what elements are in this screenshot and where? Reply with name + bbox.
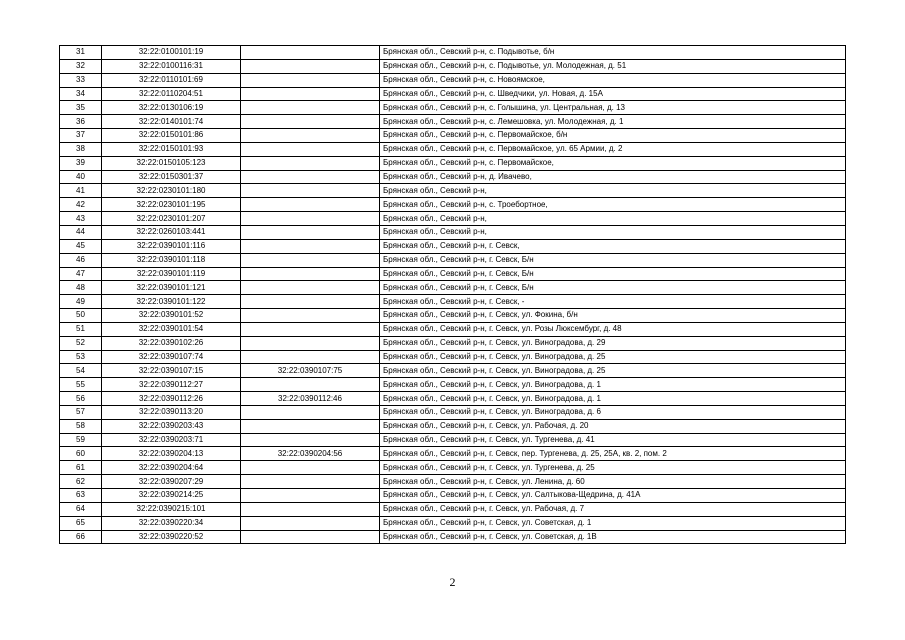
row-number-cell: 32 [60, 59, 102, 73]
table-row [60, 46, 846, 60]
cadastral-number-cell: 32:22:0140101:74 [102, 115, 241, 129]
related-cadastral-number-cell [241, 419, 380, 433]
address-cell: Брянская обл., Севский р-н, г. Севск, ул. Рабочая, д. 20 [380, 419, 846, 433]
address-cell: Брянская обл., Севский р-н, г. Севск, Б/н [380, 253, 846, 267]
related-cadastral-number-cell [241, 516, 380, 530]
table-row [60, 115, 846, 129]
related-cadastral-number-cell [241, 475, 380, 489]
cadastral-number-cell: 32:22:0390220:34 [102, 516, 241, 530]
address-cell: Брянская обл., Севский р-н, г. Севск, [380, 239, 846, 253]
row-number-cell: 45 [60, 239, 102, 253]
row-number-cell: 61 [60, 461, 102, 475]
cadastral-number-cell: 32:22:0390101:119 [102, 267, 241, 281]
related-cadastral-number-cell [241, 433, 380, 447]
table-row [60, 142, 846, 156]
page-number: 2 [449, 575, 456, 589]
address-cell: Брянская обл., Севский р-н, г. Севск, ул. Тургенева, д. 25 [380, 461, 846, 475]
row-number-cell: 64 [60, 502, 102, 516]
cadastral-number-cell: 32:22:0390101:52 [102, 309, 241, 323]
related-cadastral-number-cell [241, 378, 380, 392]
cadastral-number-cell: 32:22:0390204:13 [102, 447, 241, 461]
cadastral-number-cell: 32:22:0390203:43 [102, 419, 241, 433]
cadastral-number-cell: 32:22:0390214:25 [102, 489, 241, 503]
address-cell: Брянская обл., Севский р-н, г. Севск, ул. Виноградова, д. 25 [380, 350, 846, 364]
table-row [60, 239, 846, 253]
address-cell: Брянская обл., Севский р-н, с. Новоямское, [380, 73, 846, 87]
table-row [60, 184, 846, 198]
address-cell: Брянская обл., Севский р-н, г. Севск, ул. Советская, д. 1В [380, 530, 846, 544]
cadastral-number-cell: 32:22:0390215:101 [102, 502, 241, 516]
related-cadastral-number-cell: 32:22:0390112:46 [241, 392, 380, 406]
cadastral-number-cell: 32:22:0390107:74 [102, 350, 241, 364]
cadastral-number-cell: 32:22:0390101:121 [102, 281, 241, 295]
cadastral-number-cell: 32:22:0390101:122 [102, 295, 241, 309]
address-cell: Брянская обл., Севский р-н, с. Голышина, ул. Центральная, д. 13 [380, 101, 846, 115]
related-cadastral-number-cell [241, 295, 380, 309]
related-cadastral-number-cell [241, 156, 380, 170]
row-number-cell: 35 [60, 101, 102, 115]
cadastral-number-cell: 32:22:0390101:54 [102, 322, 241, 336]
table-row [60, 530, 846, 544]
table-row [60, 309, 846, 323]
table-row [60, 364, 846, 378]
table-row [60, 447, 846, 461]
related-cadastral-number-cell [241, 184, 380, 198]
cadastral-number-cell: 32:22:0260103:441 [102, 225, 241, 239]
related-cadastral-number-cell [241, 115, 380, 129]
row-number-cell: 66 [60, 530, 102, 544]
related-cadastral-number-cell [241, 46, 380, 60]
table-row [60, 489, 846, 503]
address-cell: Брянская обл., Севский р-н, г. Севск, ул. Советская, д. 1 [380, 516, 846, 530]
cadastral-number-cell: 32:22:0390220:52 [102, 530, 241, 544]
address-cell: Брянская обл., Севский р-н, с. Троебортное, [380, 198, 846, 212]
address-cell: Брянская обл., Севский р-н, г. Севск, ул. Виноградова, д. 25 [380, 364, 846, 378]
related-cadastral-number-cell [241, 309, 380, 323]
related-cadastral-number-cell [241, 129, 380, 143]
row-number-cell: 59 [60, 433, 102, 447]
table-row [60, 295, 846, 309]
address-cell: Брянская обл., Севский р-н, г. Севск, ул. Розы Люксембург, д. 48 [380, 322, 846, 336]
row-number-cell: 57 [60, 405, 102, 419]
table-row [60, 405, 846, 419]
related-cadastral-number-cell [241, 461, 380, 475]
address-cell: Брянская обл., Севский р-н, г. Севск, ул. Ленина, д. 60 [380, 475, 846, 489]
table-row [60, 129, 846, 143]
table-row [60, 322, 846, 336]
related-cadastral-number-cell: 32:22:0390107:75 [241, 364, 380, 378]
address-cell: Брянская обл., Севский р-н, г. Севск, ул. Рабочая, д. 7 [380, 502, 846, 516]
table-row [60, 225, 846, 239]
row-number-cell: 63 [60, 489, 102, 503]
table-row [60, 59, 846, 73]
address-cell: Брянская обл., Севский р-н, г. Севск, - [380, 295, 846, 309]
table-row [60, 267, 846, 281]
table-row [60, 336, 846, 350]
table-row [60, 73, 846, 87]
row-number-cell: 44 [60, 225, 102, 239]
related-cadastral-number-cell [241, 198, 380, 212]
table-row [60, 419, 846, 433]
row-number-cell: 42 [60, 198, 102, 212]
related-cadastral-number-cell [241, 502, 380, 516]
cadastral-number-cell: 32:22:0390112:26 [102, 392, 241, 406]
row-number-cell: 48 [60, 281, 102, 295]
row-number-cell: 41 [60, 184, 102, 198]
table-row [60, 253, 846, 267]
cadastral-number-cell: 32:22:0390101:118 [102, 253, 241, 267]
related-cadastral-number-cell [241, 73, 380, 87]
cadastral-number-cell: 32:22:0110204:51 [102, 87, 241, 101]
row-number-cell: 38 [60, 142, 102, 156]
row-number-cell: 62 [60, 475, 102, 489]
row-number-cell: 60 [60, 447, 102, 461]
property-table-body [60, 46, 846, 544]
row-number-cell: 36 [60, 115, 102, 129]
cadastral-number-cell: 32:22:0390204:64 [102, 461, 241, 475]
cadastral-number-cell: 32:22:0150105:123 [102, 156, 241, 170]
row-number-cell: 34 [60, 87, 102, 101]
row-number-cell: 56 [60, 392, 102, 406]
row-number-cell: 51 [60, 322, 102, 336]
related-cadastral-number-cell [241, 350, 380, 364]
table-row [60, 350, 846, 364]
address-cell: Брянская обл., Севский р-н, д. Ивачево, [380, 170, 846, 184]
related-cadastral-number-cell [241, 59, 380, 73]
address-cell: Брянская обл., Севский р-н, г. Севск, ул. Виноградова, д. 29 [380, 336, 846, 350]
related-cadastral-number-cell [241, 530, 380, 544]
related-cadastral-number-cell [241, 267, 380, 281]
related-cadastral-number-cell [241, 225, 380, 239]
row-number-cell: 49 [60, 295, 102, 309]
related-cadastral-number-cell [241, 87, 380, 101]
table-row [60, 212, 846, 226]
cadastral-number-cell: 32:22:0130106:19 [102, 101, 241, 115]
table-row [60, 502, 846, 516]
table-row [60, 198, 846, 212]
row-number-cell: 40 [60, 170, 102, 184]
address-cell: Брянская обл., Севский р-н, [380, 225, 846, 239]
table-row [60, 156, 846, 170]
row-number-cell: 55 [60, 378, 102, 392]
table-row [60, 392, 846, 406]
address-cell: Брянская обл., Севский р-н, г. Севск, ул. Тургенева, д. 41 [380, 433, 846, 447]
row-number-cell: 52 [60, 336, 102, 350]
address-cell: Брянская обл., Севский р-н, с. Подывотье, ул. Молодежная, д. 51 [380, 59, 846, 73]
address-cell: Брянская обл., Севский р-н, с. Подывотье, б/н [380, 46, 846, 60]
table-row [60, 101, 846, 115]
cadastral-number-cell: 32:22:0110101:69 [102, 73, 241, 87]
address-cell: Брянская обл., Севский р-н, г. Севск, Б/н [380, 267, 846, 281]
row-number-cell: 31 [60, 46, 102, 60]
related-cadastral-number-cell [241, 253, 380, 267]
row-number-cell: 43 [60, 212, 102, 226]
cadastral-number-cell: 32:22:0150101:93 [102, 142, 241, 156]
table-row [60, 170, 846, 184]
cadastral-number-cell: 32:22:0100101:19 [102, 46, 241, 60]
address-cell: Брянская обл., Севский р-н, с. Первомайское, [380, 156, 846, 170]
table-row [60, 281, 846, 295]
address-cell: Брянская обл., Севский р-н, г. Севск, ул. Салтыкова-Щедрина, д. 41А [380, 489, 846, 503]
related-cadastral-number-cell [241, 489, 380, 503]
table-row [60, 461, 846, 475]
address-cell: Брянская обл., Севский р-н, с. Лемешовка, ул. Молодежная, д. 1 [380, 115, 846, 129]
row-number-cell: 58 [60, 419, 102, 433]
related-cadastral-number-cell [241, 142, 380, 156]
cadastral-number-cell: 32:22:0230101:180 [102, 184, 241, 198]
related-cadastral-number-cell: 32:22:0390204:56 [241, 447, 380, 461]
row-number-cell: 54 [60, 364, 102, 378]
related-cadastral-number-cell [241, 239, 380, 253]
address-cell: Брянская обл., Севский р-н, г. Севск, ул. Виноградова, д. 6 [380, 405, 846, 419]
address-cell: Брянская обл., Севский р-н, с. Шведчики, ул. Новая, д. 15А [380, 87, 846, 101]
related-cadastral-number-cell [241, 336, 380, 350]
cadastral-number-cell: 32:22:0100116:31 [102, 59, 241, 73]
row-number-cell: 46 [60, 253, 102, 267]
row-number-cell: 39 [60, 156, 102, 170]
address-cell: Брянская обл., Севский р-н, г. Севск, Б/н [380, 281, 846, 295]
table-row [60, 433, 846, 447]
address-cell: Брянская обл., Севский р-н, с. Первомайское, б/н [380, 129, 846, 143]
address-cell: Брянская обл., Севский р-н, [380, 184, 846, 198]
property-table [59, 45, 846, 544]
row-number-cell: 33 [60, 73, 102, 87]
address-cell: Брянская обл., Севский р-н, [380, 212, 846, 226]
cadastral-number-cell: 32:22:0390113:20 [102, 405, 241, 419]
cadastral-number-cell: 32:22:0390203:71 [102, 433, 241, 447]
address-cell: Брянская обл., Севский р-н, с. Первомайское, ул. 65 Армии, д. 2 [380, 142, 846, 156]
row-number-cell: 47 [60, 267, 102, 281]
cadastral-number-cell: 32:22:0390107:15 [102, 364, 241, 378]
row-number-cell: 53 [60, 350, 102, 364]
related-cadastral-number-cell [241, 405, 380, 419]
cadastral-number-cell: 32:22:0390207:29 [102, 475, 241, 489]
related-cadastral-number-cell [241, 101, 380, 115]
related-cadastral-number-cell [241, 170, 380, 184]
related-cadastral-number-cell [241, 281, 380, 295]
cadastral-number-cell: 32:22:0230101:195 [102, 198, 241, 212]
table-row [60, 87, 846, 101]
cadastral-number-cell: 32:22:0390112:27 [102, 378, 241, 392]
row-number-cell: 65 [60, 516, 102, 530]
row-number-cell: 50 [60, 309, 102, 323]
cadastral-number-cell: 32:22:0390101:116 [102, 239, 241, 253]
cadastral-number-cell: 32:22:0150101:86 [102, 129, 241, 143]
cadastral-number-cell: 32:22:0150301:37 [102, 170, 241, 184]
related-cadastral-number-cell [241, 212, 380, 226]
address-cell: Брянская обл., Севский р-н, г. Севск, ул. Фокина, б/н [380, 309, 846, 323]
address-cell: Брянская обл., Севский р-н, г. Севск, ул. Виноградова, д. 1 [380, 392, 846, 406]
table-row [60, 516, 846, 530]
table-row [60, 475, 846, 489]
cadastral-number-cell: 32:22:0230101:207 [102, 212, 241, 226]
cadastral-number-cell: 32:22:0390102:26 [102, 336, 241, 350]
address-cell: Брянская обл., Севский р-н, г. Севск, ул. Виноградова, д. 1 [380, 378, 846, 392]
address-cell: Брянская обл., Севский р-н, г. Севск, пер. Тургенева, д. 25, 25А, кв. 2, пом. 2 [380, 447, 846, 461]
related-cadastral-number-cell [241, 322, 380, 336]
table-row [60, 378, 846, 392]
row-number-cell: 37 [60, 129, 102, 143]
